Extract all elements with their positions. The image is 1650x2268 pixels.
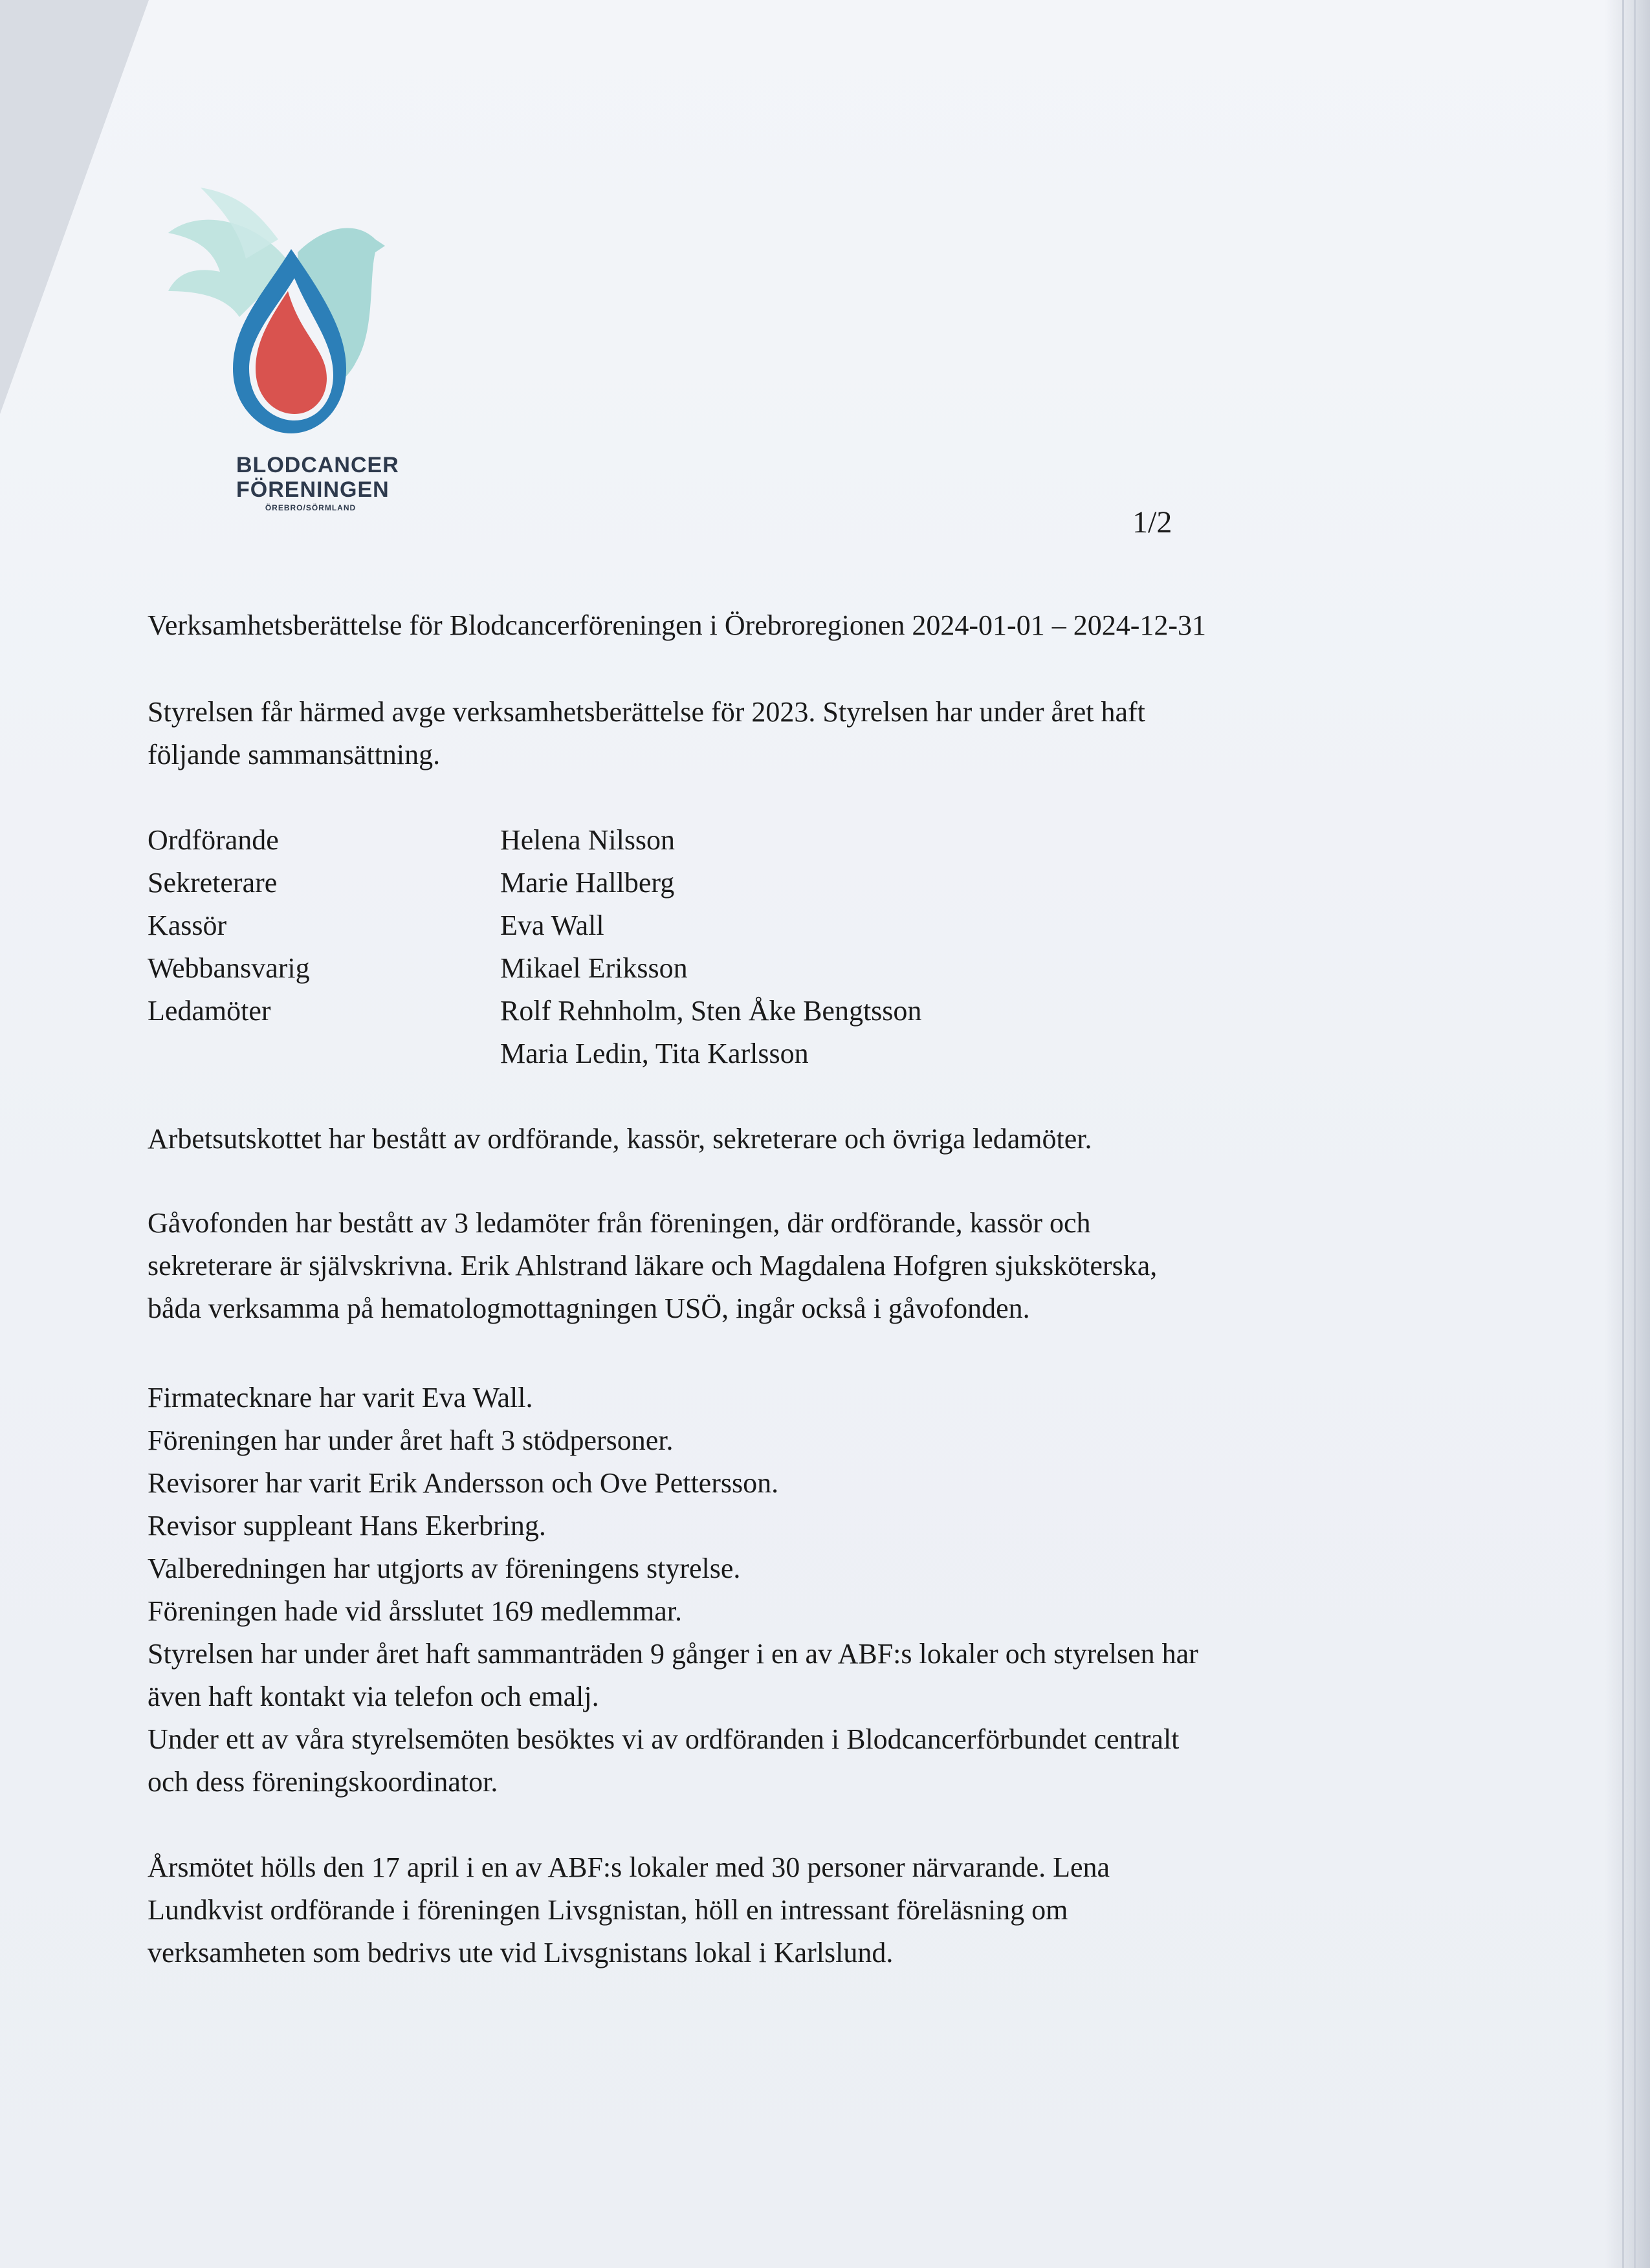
gift-fund-line: sekreterare är självskrivna. Erik Ahlstrand läkare och Magdalena Hofgren sjuksköterska,: [148, 1250, 1158, 1281]
fact-line: Revisorer har varit Erik Andersson och Ove Pettersson.: [148, 1467, 779, 1499]
board-role: Ordförande: [148, 824, 279, 856]
logo-subtitle: ÖREBRO/SÖRMLAND: [265, 503, 357, 512]
board-role: Sekreterare: [148, 867, 278, 899]
board-row: [148, 862, 1312, 904]
board-name: Mikael Eriksson: [500, 952, 688, 984]
page-number: 1/2: [1132, 505, 1172, 540]
board-list: [148, 819, 1312, 1075]
fact-line: Firmatecknare har varit Eva Wall.: [148, 1382, 533, 1413]
board-role: Ledamöter: [148, 995, 271, 1027]
facts-paragraph: [148, 1377, 1390, 1804]
board-role: Webbansvarig: [148, 952, 310, 984]
board-row: [148, 904, 1312, 947]
board-row: [148, 947, 1312, 990]
board-row: [148, 990, 1312, 1032]
fact-line: Revisor suppleant Hans Ekerbring.: [148, 1510, 546, 1542]
gift-fund-line: Gåvofonden har bestått av 3 ledamöter från föreningen, där ordförande, kassör och: [148, 1207, 1091, 1239]
organization-logo: [162, 181, 399, 512]
fact-line: Föreningen hade vid årsslutet 169 medlemmar.: [148, 1595, 683, 1627]
fact-line: och dess föreningskoordinator.: [148, 1766, 498, 1798]
annual-meeting-line: Årsmötet hölls den 17 april i en av ABF:s lokaler med 30 personer närvarande. Lena: [148, 1851, 1110, 1883]
gift-fund-paragraph: [148, 1202, 1390, 1330]
fact-line: Valberedningen har utgjorts av föreningens styrelse.: [148, 1553, 741, 1584]
board-name: Eva Wall: [500, 910, 604, 941]
fact-line: även haft kontakt via telefon och emalj.: [148, 1681, 599, 1712]
folded-corner: [0, 0, 149, 414]
board-row: [148, 819, 1312, 862]
annual-meeting-line: Lundkvist ordförande i föreningen Livsgnistan, höll en intressant föreläsning om: [148, 1894, 1068, 1926]
intro-line: Styrelsen får härmed avge verksamhetsberättelse för 2023. Styrelsen har under året haft: [148, 696, 1145, 728]
annual-meeting-line: verksamheten som bedrivs ute vid Livsgnistans lokal i Karlslund.: [148, 1937, 894, 1968]
dove-drop-icon: [162, 181, 395, 453]
gift-fund-line: båda verksamma på hematologmottagningen USÖ, ingår också i gåvofonden.: [148, 1292, 1030, 1324]
document-heading: Verksamhetsberättelse för Blodcancerföreningen i Örebroregionen 2024-01-01 – 2024-12-31: [148, 609, 1207, 641]
page-edge-line: [1622, 0, 1624, 2268]
board-name: Rolf Rehnholm, Sten Åke Bengtsson: [500, 995, 922, 1027]
logo-title-line1: BLODCANCER: [236, 453, 399, 477]
fact-line: Föreningen har under året haft 3 stödpersoner.: [148, 1424, 674, 1456]
logo-title-line2: FÖRENINGEN: [236, 477, 390, 502]
page-edge-shadow: [1605, 0, 1650, 2268]
board-role: Kassör: [148, 910, 227, 941]
board-name: Helena Nilsson: [500, 824, 676, 856]
fact-line: Styrelsen har under året haft sammanträden 9 gånger i en av ABF:s lokaler och styrelsen har: [148, 1638, 1198, 1670]
annual-meeting-paragraph: [148, 1846, 1390, 1974]
page-edge-line: [1634, 0, 1636, 2268]
intro-paragraph: [148, 691, 1390, 776]
intro-line: följande sammansättning.: [148, 739, 441, 770]
working-committee-paragraph: Arbetsutskottet har bestått av ordförande, kassör, sekreterare och övriga ledamöter.: [148, 1123, 1092, 1155]
board-extra-members: Maria Ledin, Tita Karlsson: [500, 1038, 809, 1069]
fact-line: Under ett av våra styrelsemöten besöktes vi av ordföranden i Blodcancerförbundet centralt: [148, 1723, 1180, 1755]
board-name: Marie Hallberg: [500, 867, 675, 899]
